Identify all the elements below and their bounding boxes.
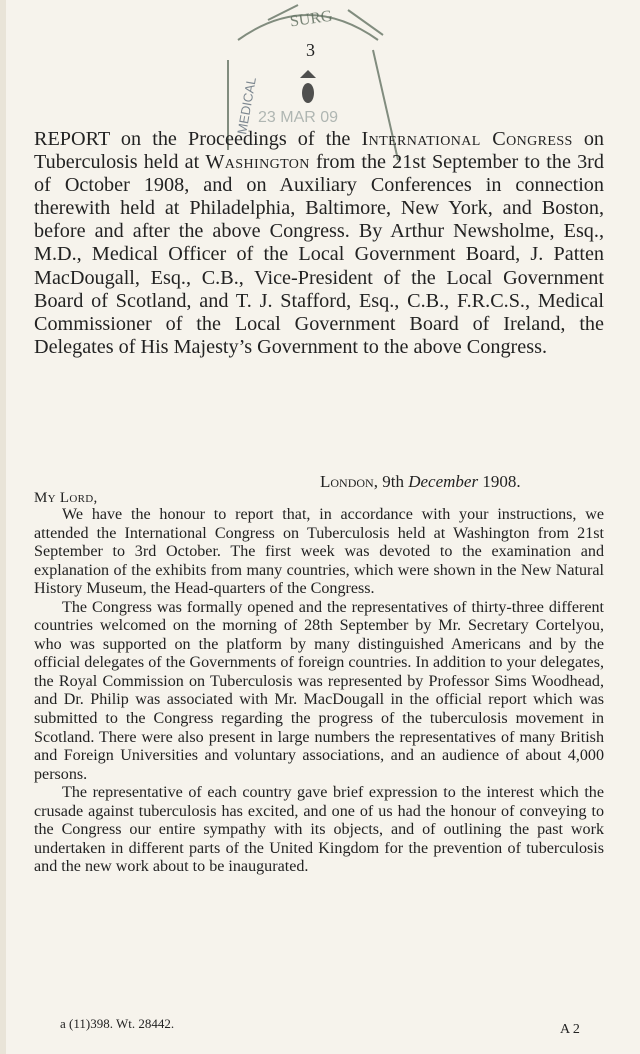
title-washington: Washington: [205, 151, 310, 174]
dateline-year: 1908.: [478, 472, 521, 491]
dateline-month: December: [408, 472, 479, 491]
svg-text:SURG: SURG: [288, 7, 334, 31]
title-part3: from the 21st September to the 3rd of October 1908, and on Auxiliary Conferences in connection therewith held at Philadelphia, Baltimore, New York, and Boston, before and after the above Congress. By Arthur Newsholme, Esq., M.D., Medical Officer of the Local Government Board, J. Patten MacDougall, Esq., C.B., Vice-President of the Local Government Board of Scotland, and T. J. Stafford, Esq., C.B., F.R.C.S., Medical Commissioner of the Local Government Board of Ireland, the Delegates of His Majesty’s Government to the above Congress.: [34, 151, 604, 358]
svg-text:23 MAR 09: 23 MAR 09: [258, 109, 339, 126]
paragraph: The Congress was formally opened and the representatives of thirty-three different countries welcomed on the morning of 28th September by Mr. Secretary Cortelyou, who was supported on the platform by many distinguished Americans and by the official delegates of the Governments of foreign countries. In addition to your delegates, the Royal Commission on Tuberculosis was represented by Professor Sims Woodhead, and Dr. Philip was associated with Mr. MacDougall in the official report which was submitted to the Congress regarding the progress of the tuberculosis movement in Scotland. There were also present in large numbers the representatives of many British and Foreign Universities and voluntary associations, and an audience of about 4,000 persons.: [34, 598, 604, 783]
title-part1: REPORT on the Proceedings of the: [34, 128, 362, 150]
paragraph: The representative of each country gave brief expression to the interest which the crusade against tuberculosis has excited, and one of us had the honour of conveying to the Congress our entire sympathy with its objects, and of outlining the past work undertaken in different parts of the United Kingdom for the prevention of tuberculosis and the new work about to be inaugurated.: [34, 784, 604, 876]
print-code: a (11)398. Wt. 28442.: [60, 1016, 175, 1031]
body-text: [34, 506, 604, 877]
paragraph: We have the honour to report that, in accordance with your instructions, we attended the International Congress on Tuberculosis held at Washington from 21st September to 3rd October. The first week was devoted to the examination and explanation of the exhibits from many countries, which were shown in the New Natural History Museum, the Head-quarters of the Congress.: [34, 506, 604, 598]
report-title: [34, 128, 604, 359]
dateline: [320, 472, 521, 492]
page-number: 3: [306, 40, 315, 60]
dateline-place: London: [320, 472, 374, 491]
salutation: My Lord,: [34, 490, 98, 506]
dateline-day: , 9th: [373, 472, 409, 491]
title-congress: International Congress: [361, 128, 573, 150]
page-edge: [0, 0, 6, 1054]
signature-mark: A 2: [560, 1022, 580, 1037]
svg-text:MEDICAL: MEDICAL: [234, 75, 259, 136]
title-part2: on Tuberculosis held at: [34, 128, 604, 174]
